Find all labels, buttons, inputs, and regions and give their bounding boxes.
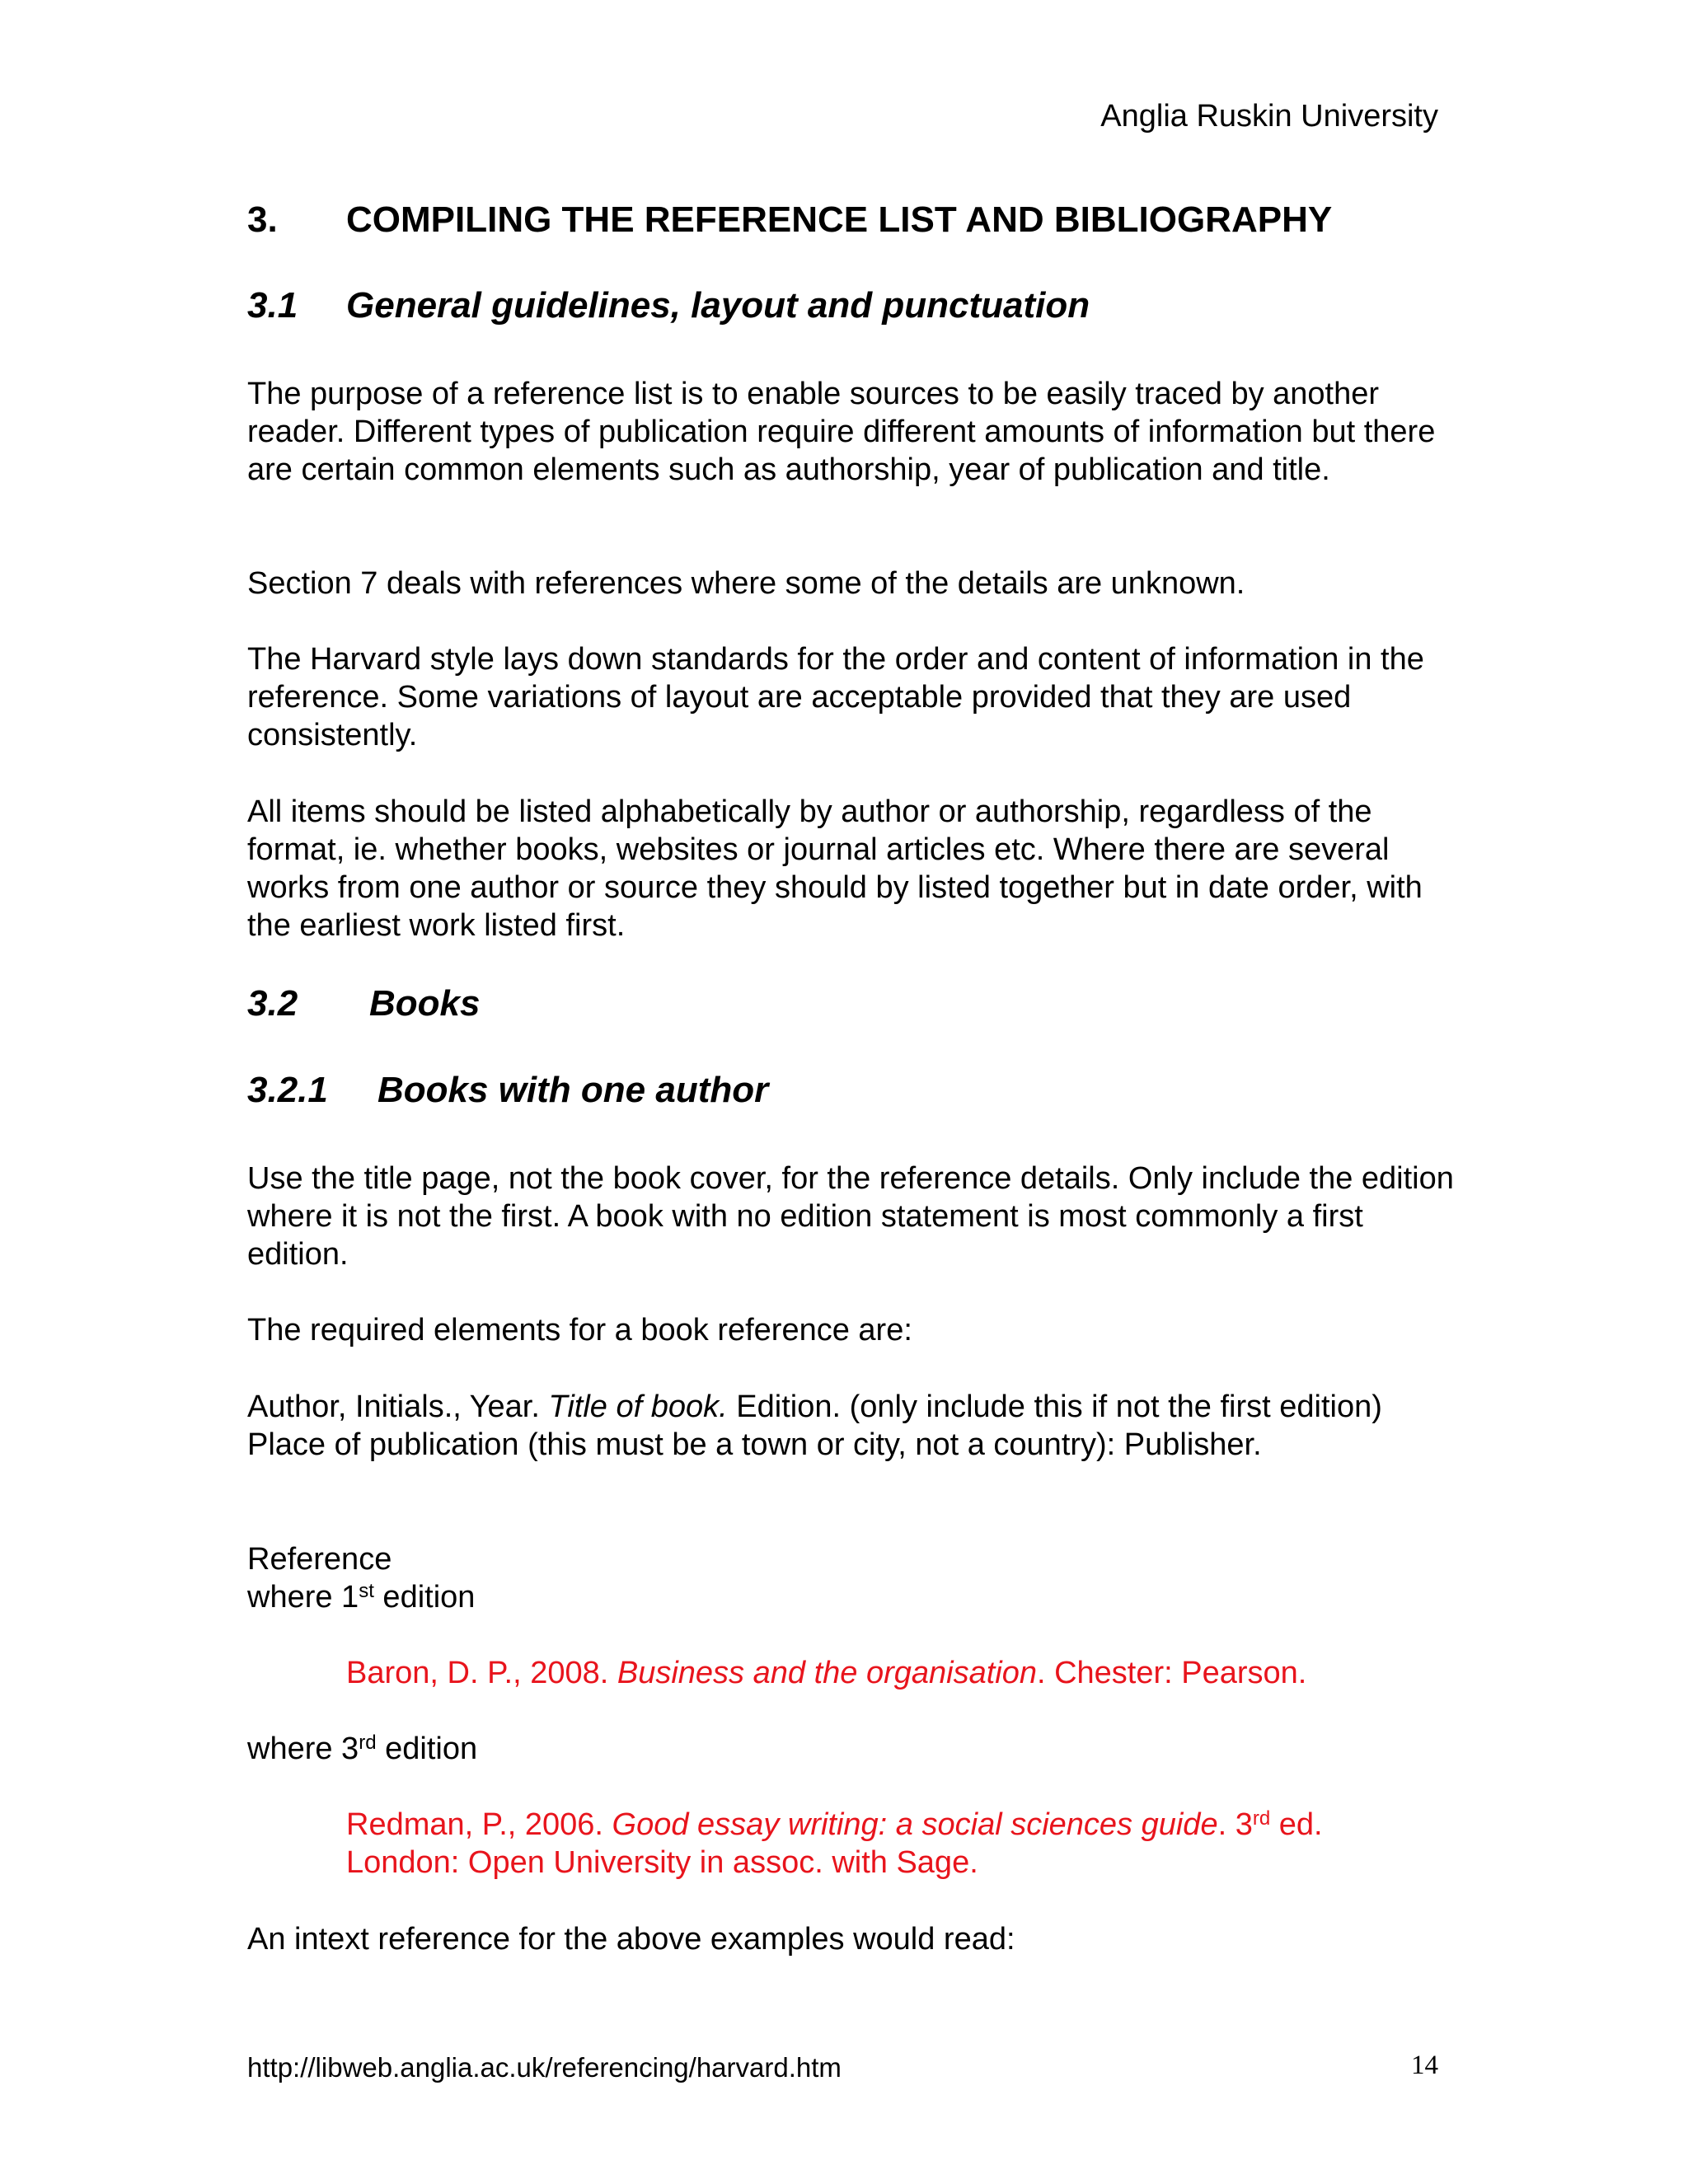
paragraph-section-7: Section 7 deals with references where some of the details are unknown. bbox=[247, 566, 1245, 601]
section-number: 3.2.1 bbox=[247, 1070, 328, 1110]
footer-url: http://libweb.anglia.ac.uk/referencing/harvard.htm bbox=[247, 2052, 842, 2083]
paragraph-intext: An intext reference for the above examples would read: bbox=[247, 1922, 1015, 1957]
section-number: 3.2 bbox=[247, 983, 298, 1024]
first-edition-label: where 1st edition bbox=[247, 1580, 476, 1615]
page-header: Anglia Ruskin University bbox=[1100, 99, 1438, 134]
reference-format: Author, Initials., Year. Title of book. Edition. (only include this if not the first edition) Place of publication (this must be a town or city, not a country): Publisher. bbox=[247, 1390, 1382, 1462]
third-edition-label: where 3rd edition bbox=[247, 1732, 478, 1766]
reference-label: Reference bbox=[247, 1542, 392, 1577]
section-title: Books with one author bbox=[377, 1070, 769, 1110]
paragraph-required-elements: The required elements for a book reference are: bbox=[247, 1313, 912, 1347]
section-title: Books bbox=[369, 983, 481, 1024]
section-title: COMPILING THE REFERENCE LIST AND BIBLIOGRAPHY bbox=[346, 199, 1333, 240]
section-3-2-1-heading bbox=[247, 1070, 768, 1111]
format-title: Title of book. bbox=[548, 1390, 728, 1424]
page-number: 14 bbox=[1411, 2050, 1438, 2080]
section-number: 3.1 bbox=[247, 285, 298, 326]
section-3-1-heading bbox=[247, 285, 1090, 326]
section-title: General guidelines, layout and punctuation bbox=[346, 285, 1090, 326]
section-3-heading bbox=[247, 199, 1332, 241]
paragraph-harvard-style: The Harvard style lays down standards for the order and content of information in the reference. Some variations of layout are acceptable provided that they are used consistently. bbox=[247, 642, 1424, 752]
example-reference-redman: Redman, P., 2006. Good essay writing: a social sciences guide. 3rd ed. London: Open University in assoc. with Sage. bbox=[346, 1807, 1323, 1880]
example-reference-baron: Baron, D. P., 2008. Business and the organisation. Chester: Pearson. bbox=[346, 1656, 1307, 1690]
paragraph-alphabetical: All items should be listed alphabetically by author or authorship, regardless of the format, ie. whether books, websites or journal articles etc. Where there are several works from one author or source they should by listed together but in date order, with the earliest work listed first. bbox=[247, 794, 1423, 943]
paragraph-purpose: The purpose of a reference list is to enable sources to be easily traced by another reader. Different types of publication require different amounts of information but there are certain common elements such as authorship, year of publication and title. bbox=[247, 377, 1436, 487]
paragraph-title-page: Use the title page, not the book cover, for the reference details. Only include the edition where it is not the first. A book with no edition statement is most commonly a first edition. bbox=[247, 1161, 1454, 1272]
section-number: 3. bbox=[247, 199, 278, 240]
section-3-2-heading bbox=[247, 983, 480, 1024]
